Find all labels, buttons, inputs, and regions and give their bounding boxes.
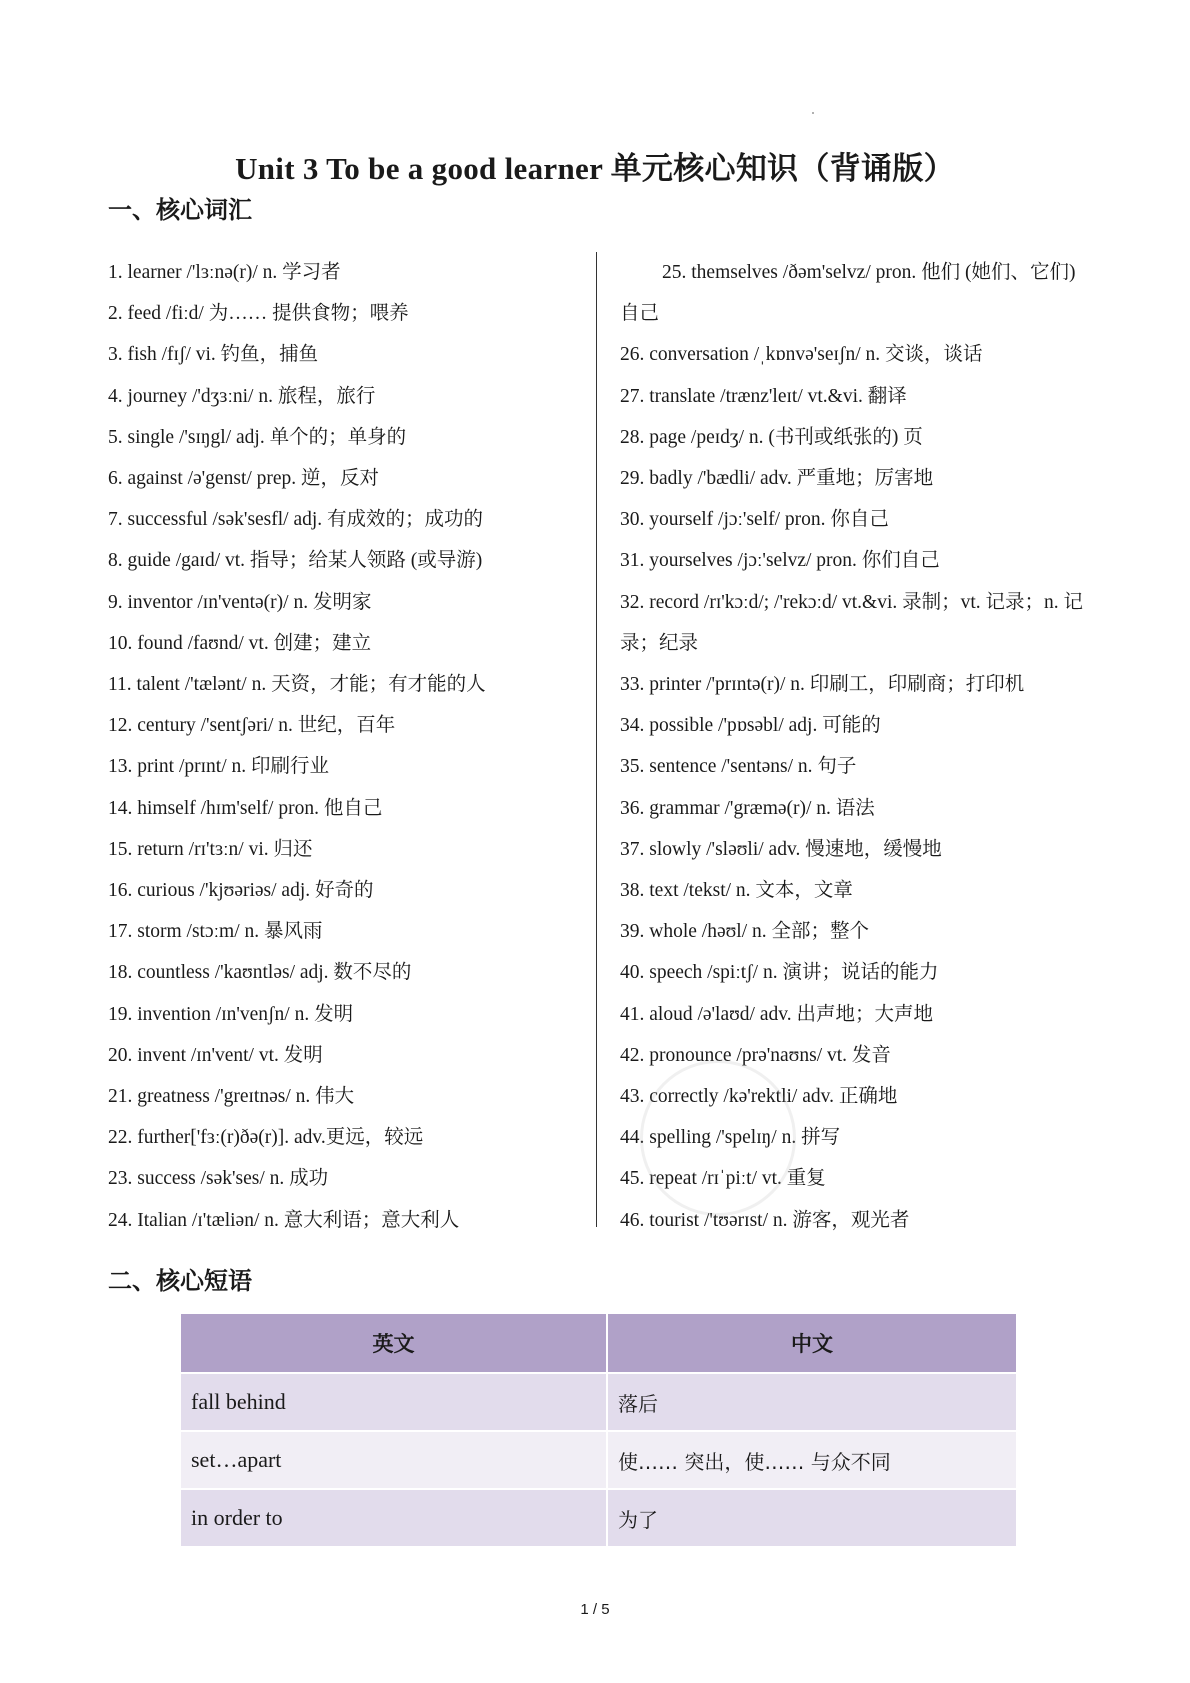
- vocab-entry: 20. invent /ɪn'vent/ vt. 发明: [108, 1044, 323, 1066]
- vocab-entry: 1. learner /'lɜːnə(r)/ n. 学习者: [108, 262, 341, 283]
- vocab-entry: 11. talent /'tælənt/ n. 天资，才能；有才能的人: [108, 674, 486, 696]
- vocab-entry: 45. repeat /rɪˈpiːt/ vt. 重复: [620, 1168, 826, 1190]
- vocab-entry: 29. badly /'bædli/ adv. 严重地；厉害地: [620, 468, 934, 490]
- table-row: [181, 1431, 1017, 1489]
- vocab-entry: 42. pronounce /prə'naʊns/ vt. 发音: [620, 1044, 891, 1066]
- vocab-entry: 34. possible /'pɒsəbl/ adj. 可能的: [620, 715, 881, 737]
- page-title: Unit 3 To be a good learner 单元核心知识（背诵版）: [235, 151, 955, 186]
- vocab-entry: 3. fish /fɪʃ/ vi. 钓鱼，捕鱼: [108, 344, 319, 366]
- vocab-entry: 18. countless /'kaʊntləs/ adj. 数不尽的: [108, 962, 412, 984]
- vocab-entry: 33. printer /'prɪntə(r)/ n. 印刷工，印刷商；打印机: [620, 674, 1025, 696]
- vocab-entry: 5. single /'sɪŋgl/ adj. 单个的；单身的: [108, 426, 407, 448]
- vocab-entry: 25. themselves /ðəm'selvz/ pron. 他们 (她们、它们) 自己: [620, 262, 1076, 325]
- vocab-entry: 4. journey /'dʒɜːni/ n. 旅程，旅行: [108, 385, 376, 407]
- column-divider: [596, 252, 597, 1227]
- vocab-entry: 40. speech /spiːtʃ/ n. 演讲；说话的能力: [620, 962, 939, 984]
- vocab-entry: 6. against /ə'genst/ prep. 逆，反对: [108, 468, 380, 490]
- vocab-entry: 9. inventor /ɪn'ventə(r)/ n. 发明家: [108, 591, 372, 613]
- vocab-entry: 21. greatness /'greɪtnəs/ n. 伟大: [108, 1086, 355, 1108]
- watermark-seal: [640, 1060, 796, 1216]
- phrase-english: set…apart: [181, 1431, 607, 1489]
- section-heading-phrases: 二、核心短语: [108, 1267, 252, 1295]
- vocab-entry: 31. yourselves /jɔː'selvz/ pron. 你们自己: [620, 550, 940, 572]
- vocab-entry: 36. grammar /'græmə(r)/ n. 语法: [620, 797, 875, 819]
- table-row: [181, 1489, 1017, 1546]
- vocab-entry: 13. print /prɪnt/ n. 印刷行业: [108, 756, 329, 778]
- phrase-english: in order to: [181, 1489, 607, 1546]
- phrase-table-header: [181, 1314, 1017, 1373]
- vocab-entry: 22. further['fɜː(r)ðə(r)]. adv.更远，较远: [108, 1127, 424, 1149]
- header-chinese: 中文: [607, 1314, 1017, 1373]
- vocab-entry: 37. slowly /'sləʊli/ adv. 慢速地，缓慢地: [620, 838, 942, 860]
- vocab-entry: 35. sentence /'sentəns/ n. 句子: [620, 756, 857, 778]
- vocab-entry: 38. text /tekst/ n. 文本，文章: [620, 880, 853, 902]
- vocab-entry: 28. page /peɪdʒ/ n. (书刊或纸张的) 页: [620, 426, 923, 448]
- phrase-chinese: 落后: [607, 1373, 1017, 1431]
- vocab-entry: 14. himself /hɪm'self/ pron. 他自己: [108, 797, 383, 819]
- phrase-chinese: 为了: [607, 1489, 1017, 1546]
- vocab-entry: 19. invention /ɪn'venʃn/ n. 发明: [108, 1003, 354, 1025]
- vocab-entry: 27. translate /trænz'leɪt/ vt.&vi. 翻译: [620, 385, 907, 407]
- vocab-entry: 8. guide /gaɪd/ vt. 指导；给某人领路 (或导游): [108, 550, 483, 572]
- vocab-entry: 2. feed /fiːd/ 为…… 提供食物；喂养: [108, 303, 409, 325]
- page-number: 1 / 5: [580, 1601, 610, 1618]
- vocab-entry: 41. aloud /ə'laʊd/ adv. 出声地；大声地: [620, 1003, 933, 1025]
- vocab-entry: 30. yourself /jɔː'self/ pron. 你自己: [620, 509, 889, 531]
- vocabulary-list: [108, 252, 1098, 1231]
- vocab-entry: 46. tourist /'tʊərɪst/ n. 游客，观光者: [620, 1209, 910, 1231]
- phrase-english: fall behind: [181, 1373, 607, 1431]
- vocab-entry: 15. return /rɪ'tɜːn/ vi. 归还: [108, 838, 313, 860]
- stray-dot: [812, 112, 814, 114]
- vocab-entry: 43. correctly /kə'rektli/ adv. 正确地: [620, 1086, 898, 1108]
- phrase-table: [181, 1314, 1018, 1546]
- vocabulary-column-left: [108, 252, 588, 1241]
- vocab-entry: 10. found /faʊnd/ vt. 创建；建立: [108, 632, 372, 654]
- header-english: 英文: [181, 1314, 607, 1373]
- section-heading-vocabulary: 一、核心词汇: [108, 196, 252, 224]
- vocab-entry: 26. conversation /ˌkɒnvə'seɪʃn/ n. 交谈，谈话: [620, 344, 983, 366]
- vocab-entry: 39. whole /həʊl/ n. 全部；整个: [620, 921, 870, 943]
- table-row: [181, 1373, 1017, 1431]
- vocab-entry: 32. record /rɪ'kɔːd/; /'rekɔːd/ vt.&vi. 录制；vt. 记录；n. 记录；纪录: [620, 591, 1084, 654]
- vocab-entry: 7. successful /sək'sesfl/ adj. 有成效的；成功的: [108, 509, 484, 531]
- vocab-entry: 44. spelling /'spelɪŋ/ n. 拼写: [620, 1127, 841, 1149]
- vocab-entry: 17. storm /stɔːm/ n. 暴风雨: [108, 921, 323, 943]
- vocab-entry: 12. century /'sentʃəri/ n. 世纪，百年: [108, 715, 396, 737]
- vocab-entry: 16. curious /'kjʊəriəs/ adj. 好奇的: [108, 880, 374, 902]
- phrase-chinese: 使…… 突出，使…… 与众不同: [607, 1431, 1017, 1489]
- vocab-entry: 23. success /sək'ses/ n. 成功: [108, 1168, 329, 1190]
- vocab-entry: 24. Italian /ɪ'tæliən/ n. 意大利语；意大利人: [108, 1209, 460, 1231]
